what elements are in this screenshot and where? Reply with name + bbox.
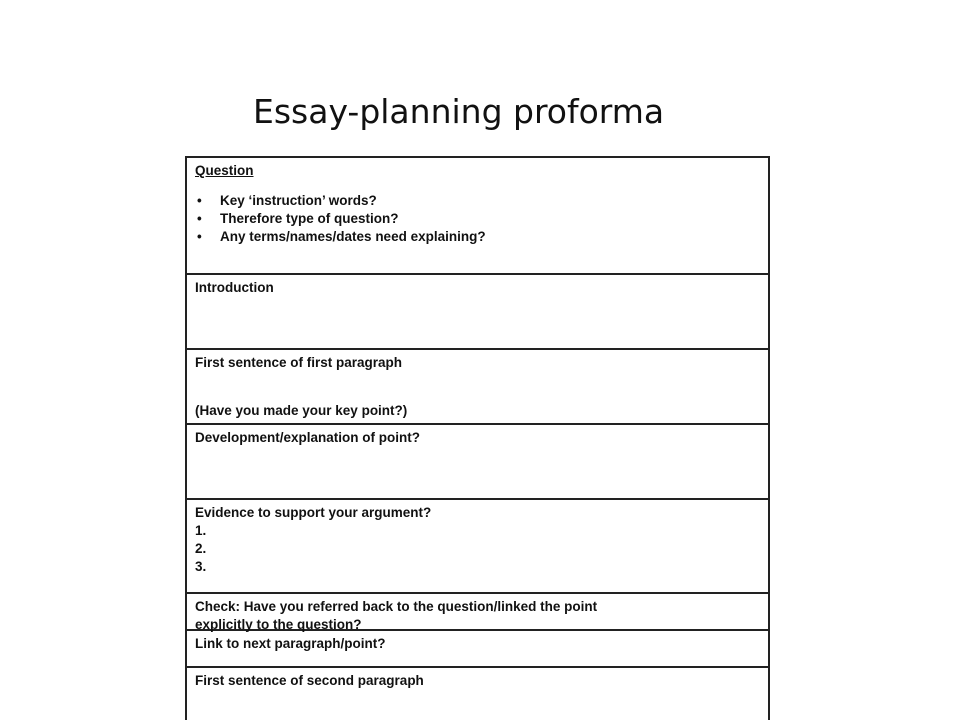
first-sentence-first-row — [187, 350, 768, 425]
bullet-icon: • — [197, 229, 202, 244]
evidence-list — [195, 522, 760, 576]
evidence-row — [187, 500, 768, 594]
list-item: 1. — [195, 523, 207, 538]
bullet-icon: • — [197, 193, 202, 208]
bullet-icon: • — [197, 211, 202, 226]
key-point-note: (Have you made your key point?) — [195, 403, 408, 418]
first-sentence-first-label: First sentence of first paragraph — [195, 355, 403, 370]
list-item — [195, 192, 760, 210]
slide-title: Essay-planning proforma — [253, 92, 665, 131]
development-label: Development/explanation of point? — [195, 430, 421, 445]
bullet-text: Any terms/names/dates need explaining? — [220, 229, 486, 244]
proforma-table — [185, 156, 770, 720]
evidence-label: Evidence to support your argument? — [195, 505, 432, 520]
check-label-line1: Check: Have you referred back to the question/linked the point — [195, 599, 598, 614]
list-item — [195, 228, 760, 246]
list-item: 3. — [195, 559, 207, 574]
link-label: Link to next paragraph/point? — [195, 636, 386, 651]
first-sentence-second-row — [187, 668, 768, 720]
development-row — [187, 425, 768, 500]
question-label: Question — [195, 163, 254, 178]
introduction-row — [187, 275, 768, 350]
bullet-text: Therefore type of question? — [220, 211, 399, 226]
introduction-label: Introduction — [195, 280, 274, 295]
question-bullets — [195, 192, 760, 246]
check-label-line2: explicitly to the question? — [195, 617, 362, 632]
bullet-text: Key ‘instruction’ words? — [220, 193, 377, 208]
list-item: 2. — [195, 541, 207, 556]
question-row — [187, 158, 768, 275]
check-row — [187, 594, 768, 631]
link-row — [187, 631, 768, 668]
first-sentence-second-label: First sentence of second paragraph — [195, 673, 424, 688]
list-item — [195, 210, 760, 228]
